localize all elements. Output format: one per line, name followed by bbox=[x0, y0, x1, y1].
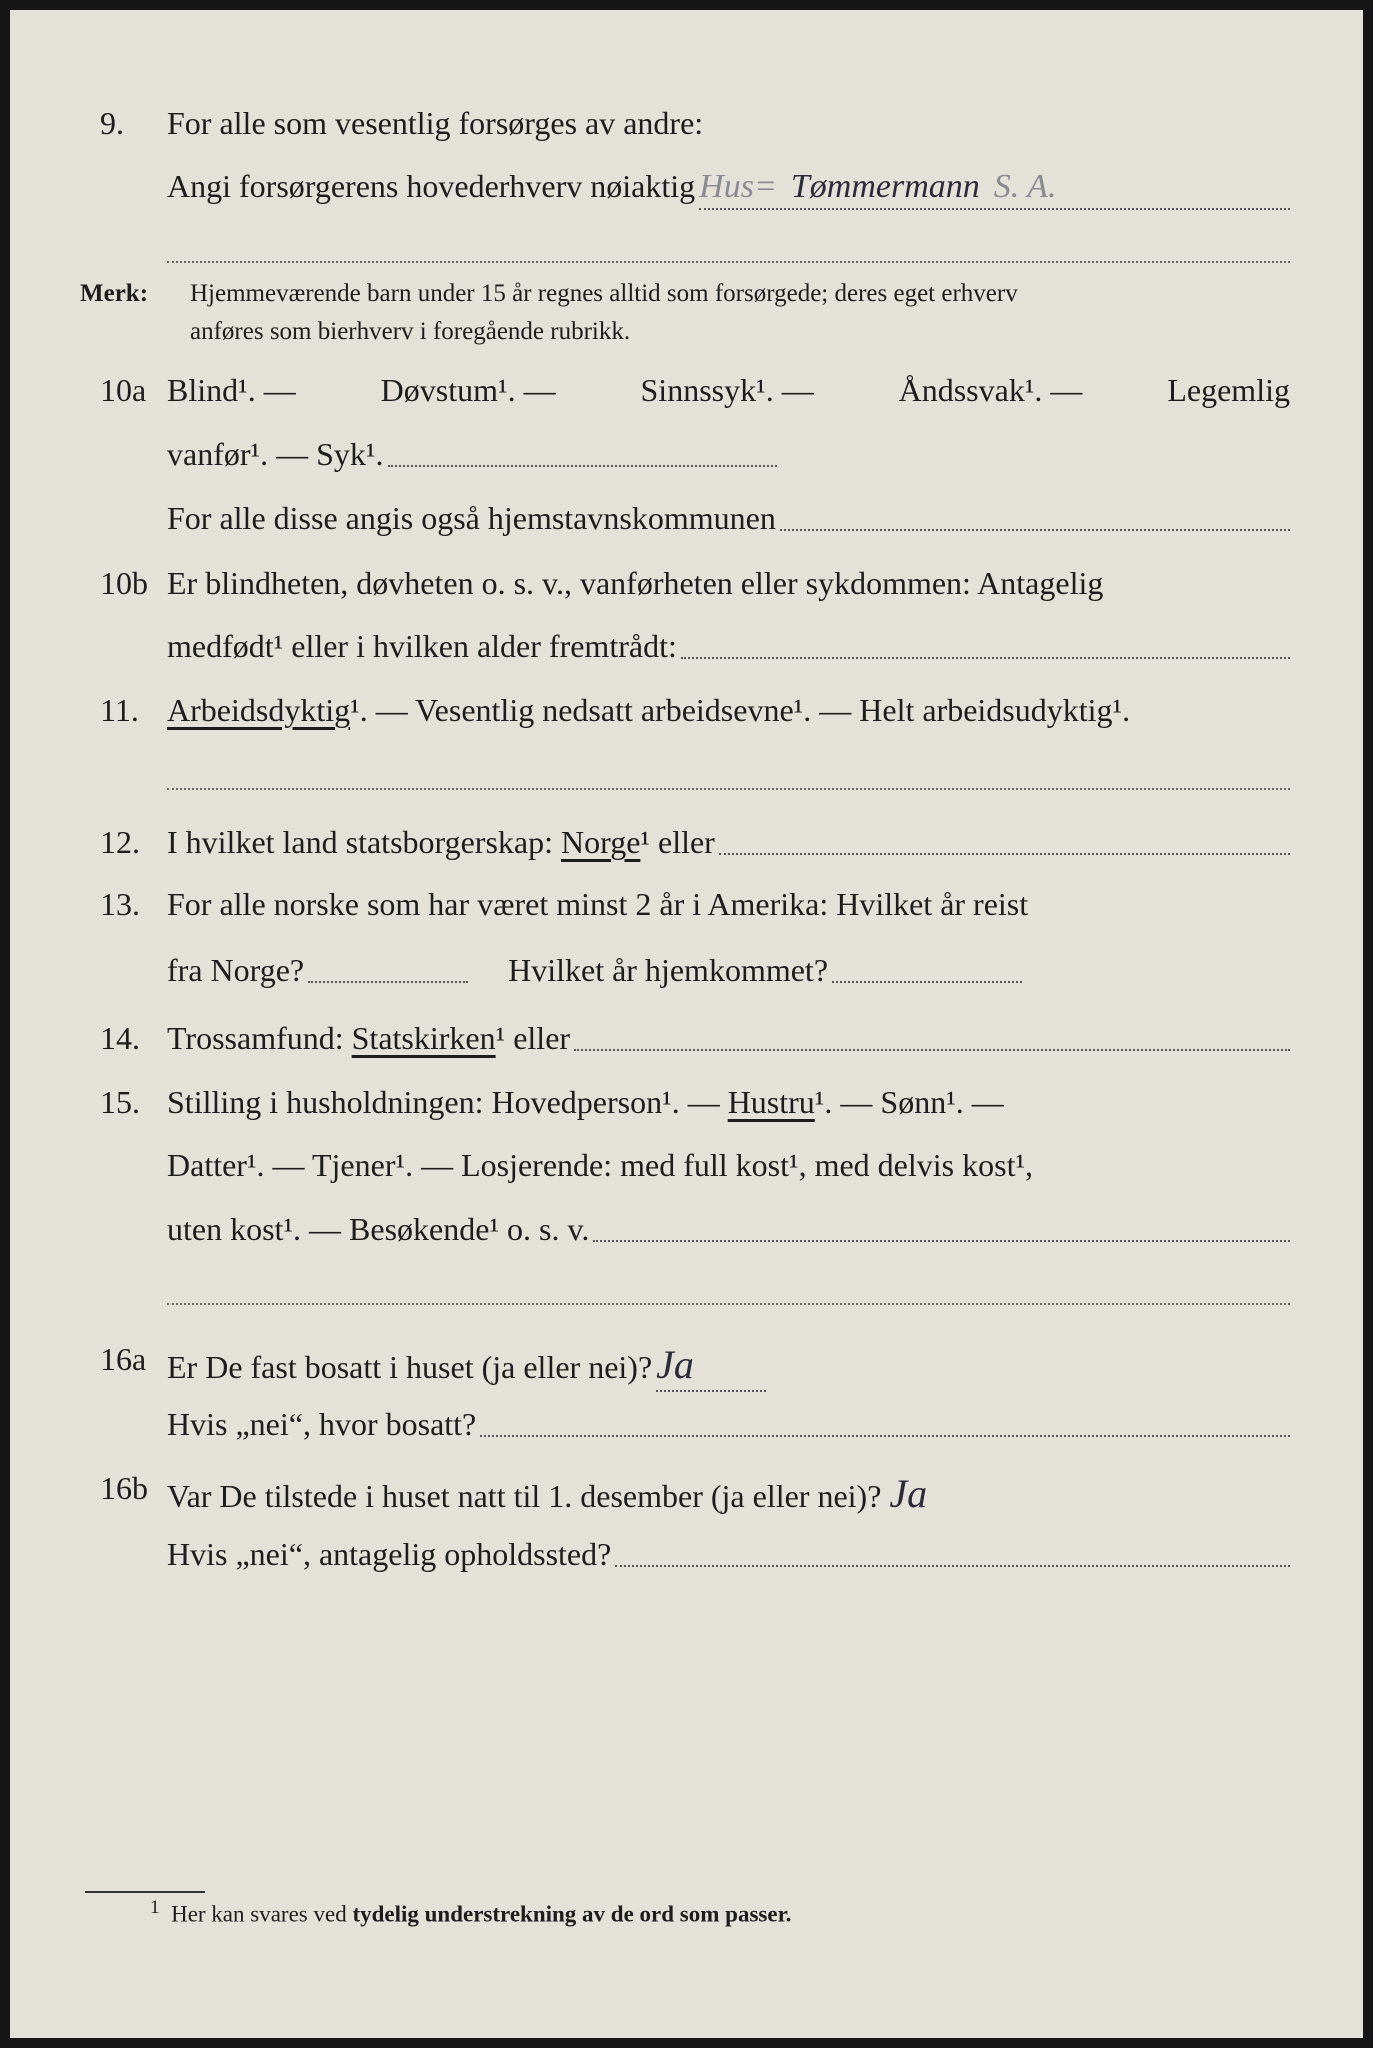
q16a-answer-line[interactable] bbox=[656, 1341, 766, 1392]
option-dovstum[interactable]: Døvstum¹. — bbox=[380, 372, 556, 408]
bosatt-answer-line[interactable] bbox=[480, 1435, 1290, 1437]
q11-number: 11. bbox=[100, 692, 139, 728]
q10a-answer-line[interactable] bbox=[388, 465, 778, 467]
opholdssted-answer-line[interactable] bbox=[615, 1565, 1290, 1567]
q14-post: ¹ eller bbox=[495, 1020, 571, 1056]
q16b-line2 bbox=[167, 1536, 1290, 1573]
q10a-label3: For alle disse angis også hjemstavnskommunen bbox=[167, 500, 776, 536]
option-norge-selected[interactable]: Norge bbox=[561, 824, 641, 860]
option-sinnssyk[interactable]: Sinnssyk¹. — bbox=[640, 372, 814, 408]
q13-label-b: Hvilket år hjemkommet? bbox=[508, 952, 829, 988]
option-legemlig[interactable]: Legemlig bbox=[1167, 372, 1290, 408]
q16a-answer: Ja bbox=[656, 1342, 694, 1387]
option-blind[interactable]: Blind¹. — bbox=[167, 372, 296, 408]
q10a-line1 bbox=[167, 372, 1290, 409]
footnote-bold: tydelig understrekning av de ord som passer. bbox=[352, 1901, 792, 1927]
q9-line2 bbox=[167, 168, 1290, 210]
footnote-mark: 1 bbox=[150, 1897, 160, 1918]
q16a-label2: Hvis „nei“, hvor bosatt? bbox=[167, 1406, 477, 1442]
merk-label: Merk: bbox=[80, 280, 149, 307]
option-andssvak[interactable]: Åndssvak¹. — bbox=[898, 372, 1083, 408]
q16b-label: Var De tilstede i huset natt til 1. desember (ja eller nei)? bbox=[167, 1478, 882, 1514]
q14-label: Trossamfund: bbox=[167, 1020, 344, 1056]
option-arbeidsdyktig-selected[interactable]: Arbeidsdyktig bbox=[167, 692, 351, 728]
q10a-line2 bbox=[167, 436, 777, 473]
q16b-answer: Ja bbox=[889, 1471, 928, 1516]
q9-line1: For alle som vesentlig forsørges av andre: bbox=[167, 105, 704, 141]
q10b-number: 10b bbox=[100, 565, 148, 601]
divider bbox=[167, 788, 1290, 790]
footnote bbox=[150, 1897, 791, 1928]
hjemstavn-answer-line[interactable] bbox=[780, 529, 1290, 531]
q16b-number: 16b bbox=[100, 1470, 148, 1506]
q11-rest: ¹. — Vesentlig nedsatt arbeidsevne¹. — Helt arbeidsudyktig¹. bbox=[350, 692, 1131, 728]
q9-answer-suffix: S. A. bbox=[993, 168, 1057, 205]
q14-line bbox=[167, 1020, 1290, 1057]
merk-line2: anføres som bierhverv i foregående rubrikk. bbox=[190, 318, 631, 345]
merk-line1: Hjemmeværende barn under 15 år regnes alltid som forsørgede; deres eget erhverv bbox=[190, 280, 1018, 307]
q15-label1b: ¹. — Sønn¹. — bbox=[814, 1084, 1004, 1120]
q14-answer-line[interactable] bbox=[574, 1049, 1290, 1051]
q15-number: 15. bbox=[100, 1084, 140, 1120]
q14-number: 14. bbox=[100, 1020, 140, 1056]
q10a-number: 10a bbox=[100, 372, 147, 408]
q16b-line1 bbox=[167, 1470, 927, 1517]
q12-answer-line[interactable] bbox=[719, 853, 1290, 855]
q11-line bbox=[167, 692, 1130, 729]
q9-answer: Tømmermann bbox=[790, 168, 980, 205]
q12-post: ¹ eller bbox=[640, 824, 715, 860]
q13-number: 13. bbox=[100, 886, 140, 922]
q10a-label2: vanfør¹. — Syk¹. bbox=[167, 436, 384, 472]
q12-line bbox=[167, 824, 1290, 861]
q12-number: 12. bbox=[100, 824, 140, 860]
q9-number: 9. bbox=[100, 105, 124, 141]
q10a-line3 bbox=[167, 500, 1290, 537]
q10b-line2 bbox=[167, 628, 1290, 665]
q16b-label2: Hvis „nei“, antagelig opholdssted? bbox=[167, 1536, 612, 1572]
q16a-line2 bbox=[167, 1406, 1290, 1443]
divider bbox=[167, 261, 1290, 263]
q9-answer-grey: Hus= bbox=[699, 168, 777, 205]
q15-label1: Stilling i husholdningen: Hovedperson¹. — bbox=[167, 1084, 720, 1120]
q13-label-a: fra Norge? bbox=[167, 952, 305, 988]
footnote-text: Her kan svares ved bbox=[171, 1901, 347, 1927]
q16a-number: 16a bbox=[100, 1341, 147, 1377]
q12-label: I hvilket land statsborgerskap: bbox=[167, 824, 553, 860]
reist-answer-line[interactable] bbox=[308, 981, 468, 983]
q9-answer-line[interactable] bbox=[699, 168, 1290, 210]
q16a-label: Er De fast bosatt i huset (ja eller nei)? bbox=[167, 1349, 653, 1385]
q10b-line1: Er blindheten, døvheten o. s. v., vanførheten eller sykdommen: Antagelig bbox=[167, 565, 1104, 601]
q16a-line1 bbox=[167, 1341, 766, 1392]
q15-line2: Datter¹. — Tjener¹. — Losjerende: med full kost¹, med delvis kost¹, bbox=[167, 1147, 1034, 1183]
footnote-rule bbox=[85, 1891, 205, 1893]
q15-line1 bbox=[167, 1084, 1004, 1121]
option-statskirken-selected[interactable]: Statskirken bbox=[351, 1020, 496, 1056]
q15-answer-line[interactable] bbox=[593, 1240, 1290, 1242]
q15-label3: uten kost¹. — Besøkende¹ o. s. v. bbox=[167, 1211, 590, 1247]
q9-label: Angi forsørgerens hovederhverv nøiaktig bbox=[167, 168, 696, 204]
option-hustru-selected[interactable]: Hustru bbox=[727, 1084, 815, 1120]
q15-line3 bbox=[167, 1211, 1290, 1248]
q10b-label2: medfødt¹ eller i hvilken alder fremtrådt: bbox=[167, 628, 677, 664]
q13-line1: For alle norske som har været minst 2 år i Amerika: Hvilket år reist bbox=[167, 886, 1029, 922]
divider bbox=[167, 1303, 1290, 1305]
hjemkommet-answer-line[interactable] bbox=[832, 981, 1022, 983]
q13-line2 bbox=[167, 952, 1022, 989]
q10b-answer-line[interactable] bbox=[681, 657, 1290, 659]
